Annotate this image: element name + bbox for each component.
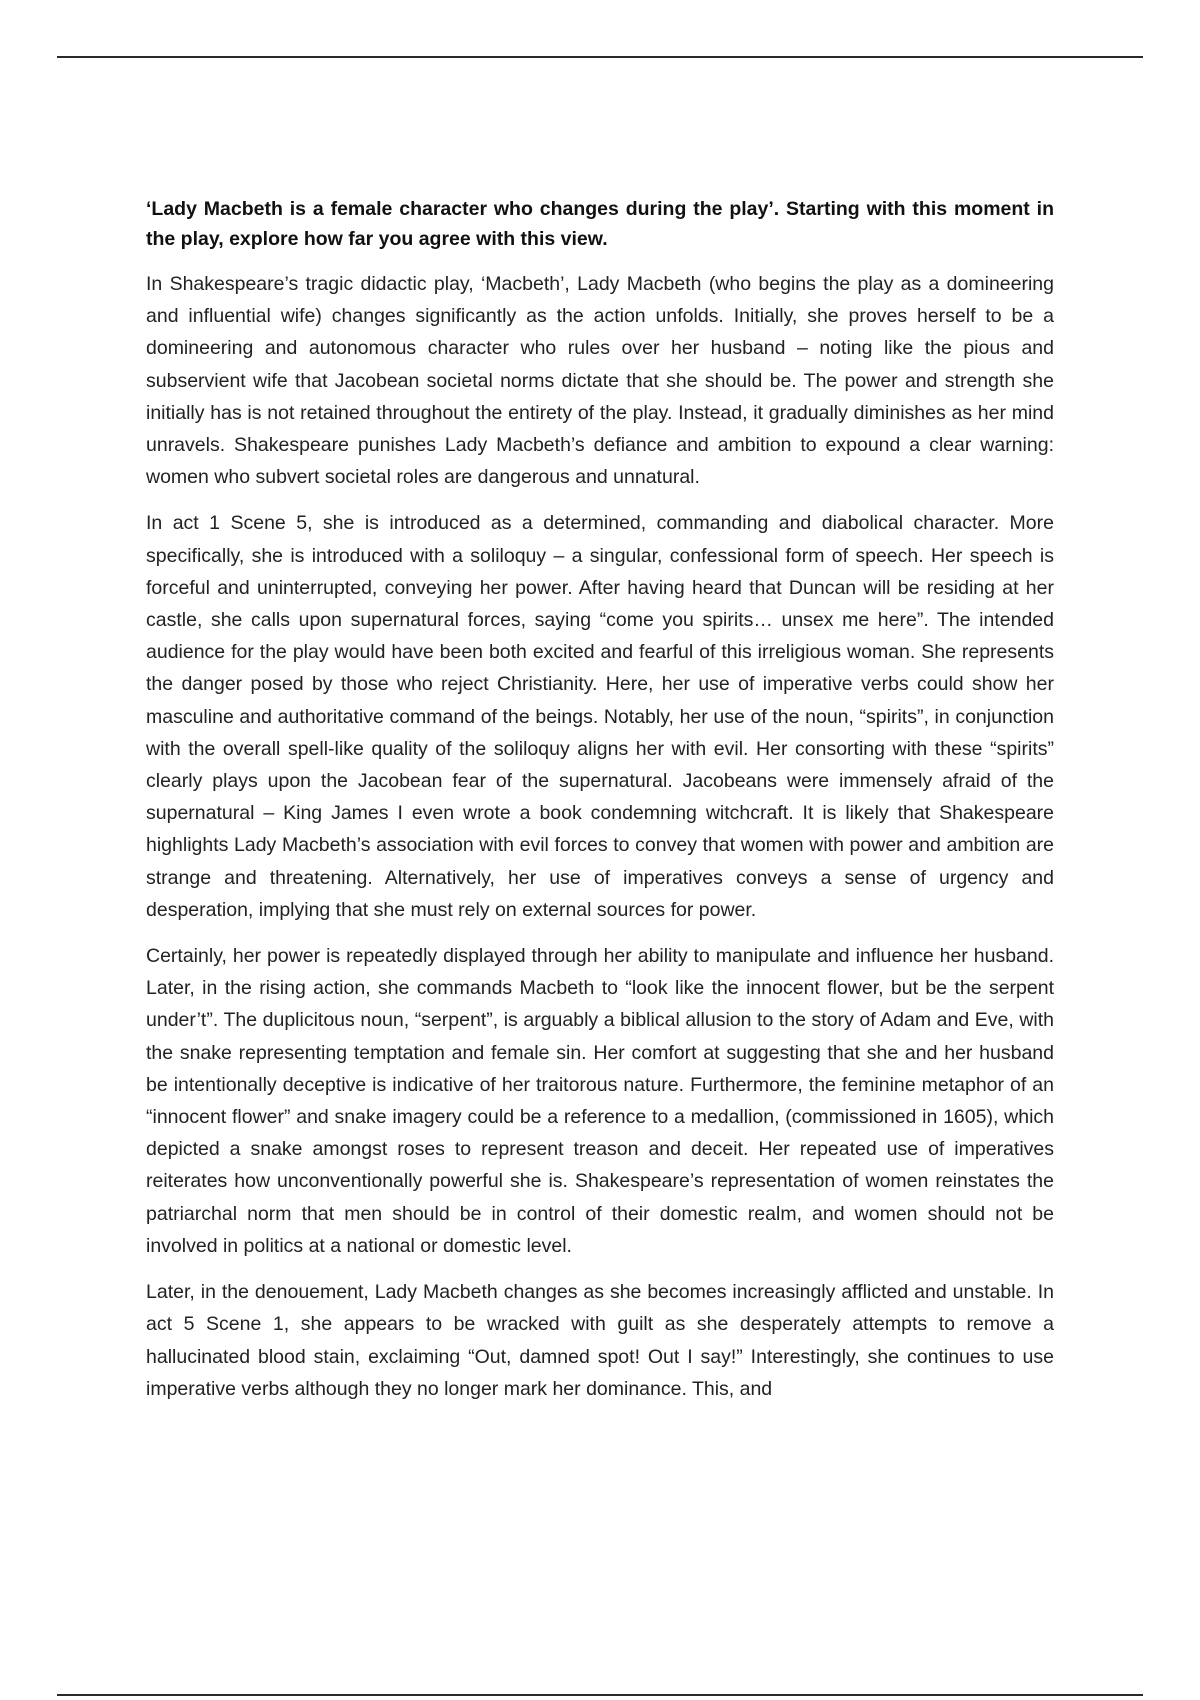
header-rule	[57, 56, 1143, 58]
paragraph-introduction: In Shakespeare’s tragic didactic play, ‘Macbeth’, Lady Macbeth (who begins the play as a domineering and influential wife) changes significantly as the action unfolds. Initially, she proves herself to be a domineering and autonomous character who rules over her husband – noting like the pious and subservient wife that Jacobean societal norms dictate that she should be. The power and strength she initially has is not retained throughout the entirety of the play. Instead, it gradually diminishes as her mind unravels. Shakespeare punishes Lady Macbeth’s defiance and ambition to expound a clear warning: women who subvert societal roles are dangerous and unnatural.	[146, 273, 1054, 489]
paragraph-manipulation: Certainly, her power is repeatedly displayed through her ability to manipulate and influence her husband. Later, in the rising action, she commands Macbeth to “look like the innocent flower, but be the serpent under’t”. The duplicitous noun, “serpent”, is arguably a biblical allusion to the story of Adam and Eve, with the snake representing temptation and female sin. Her comfort at suggesting that she and her husband be intentionally deceptive is indicative of her traitorous nature. Furthermore, the feminine metaphor of an “innocent flower” and snake imagery could be a reference to a medallion, (commissioned in 1605), which depicted a snake amongst roses to represent treason and deceit. Her repeated use of imperatives reiterates how unconventionally powerful she is. Shakespeare’s representation of women reinstates the patriarchal norm that men should be in control of their domestic realm, and women should not be involved in politics at a national or domestic level.	[146, 945, 1054, 1257]
paragraph-act1-scene5: In act 1 Scene 5, she is introduced as a determined, commanding and diabolical character. More specifically, she is introduced with a soliloquy – a singular, confessional form of speech. Her speech is forceful and uninterrupted, conveying her power. After having heard that Duncan will be residing at her castle, she calls upon supernatural forces, saying “come you spirits… unsex me here”. The intended audience for the play would have been both excited and fearful of this irreligious woman. She represents the danger posed by those who reject Christianity. Here, her use of imperative verbs could show her masculine and authoritative command of the beings. Notably, her use of the noun, “spirits”, in conjunction with the overall spell-like quality of the soliloquy aligns her with evil. Her consorting with these “spirits” clearly plays upon the Jacobean fear of the supernatural. Jacobeans were immensely afraid of the supernatural – King James I even wrote a book condemning witchcraft. It is likely that Shakespeare highlights Lady Macbeth’s association with evil forces to convey that women with power and ambition are strange and threatening. Alternatively, her use of imperatives conveys a sense of urgency and desperation, implying that she must rely on external sources for power.	[146, 512, 1054, 921]
footer-rule	[57, 1694, 1143, 1696]
paragraph-denouement: Later, in the denouement, Lady Macbeth changes as she becomes increasingly afflicted and unstable. In act 5 Scene 1, she appears to be wracked with guilt as she desperately attempts to remove a hallucinated blood stain, exclaiming “Out, damned spot! Out I say!” Interestingly, she continues to use imperative verbs although they no longer mark her dominance. This, and	[146, 1281, 1054, 1400]
essay-body	[146, 194, 1054, 1419]
essay-question: ‘Lady Macbeth is a female character who changes during the play’. Starting with this moment in the play, explore how far you agree with this view.	[146, 198, 1054, 250]
